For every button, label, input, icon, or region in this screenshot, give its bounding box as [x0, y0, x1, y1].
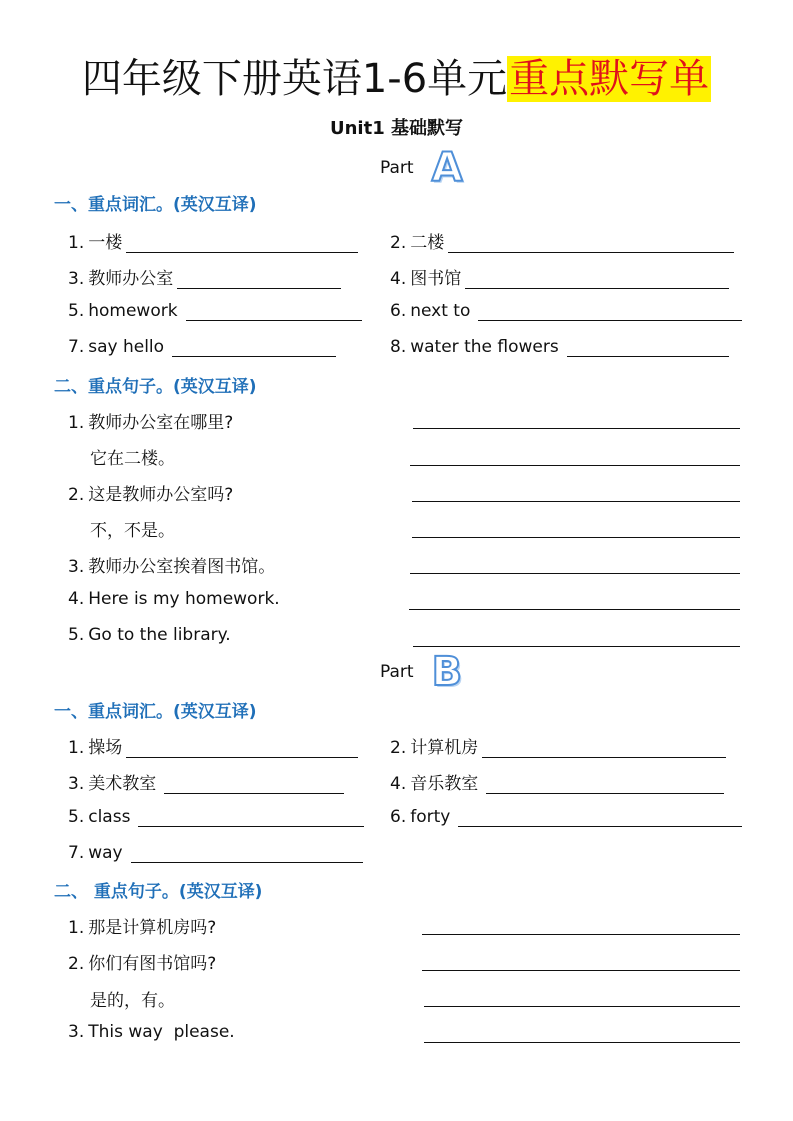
part-a-sentence-heading: 二、重点句子。(英汉互译)	[54, 377, 257, 397]
sentence-item: 2. 这是教师办公室吗?	[68, 485, 234, 505]
sentence-item: 不，不是。	[90, 521, 175, 541]
answer-line[interactable]	[422, 934, 740, 935]
answer-blank[interactable]	[138, 806, 364, 827]
vocab-item: 4. 音乐教室	[390, 769, 724, 794]
part-label: Part	[380, 158, 414, 178]
subtitle: Unit1 基础默写	[330, 118, 463, 139]
answer-line[interactable]	[412, 501, 740, 502]
sentence-item: 2. 你们有图书馆吗?	[68, 954, 217, 974]
part-b-vocab-heading: 一、重点词汇。(英汉互译)	[54, 702, 257, 722]
part-b-sentence-heading: 二、 重点句子。(英汉互译)	[54, 882, 263, 902]
answer-line[interactable]	[409, 609, 740, 610]
title-highlight: 重点默写单	[509, 56, 710, 102]
answer-blank[interactable]	[164, 773, 344, 794]
vocab-item: 1. 操场	[68, 733, 358, 758]
answer-blank[interactable]	[131, 842, 363, 863]
answer-blank[interactable]	[567, 336, 729, 357]
part-a-vocab-heading: 一、重点词汇。(英汉互译)	[54, 195, 257, 215]
answer-blank[interactable]	[177, 268, 341, 289]
answer-blank[interactable]	[186, 300, 362, 321]
answer-blank[interactable]	[448, 232, 734, 253]
vocab-item: 5. homework	[68, 300, 362, 321]
answer-line[interactable]	[413, 428, 740, 429]
vocab-item: 5. class	[68, 806, 364, 827]
answer-line[interactable]	[412, 537, 740, 538]
page-title	[0, 48, 793, 110]
answer-blank[interactable]	[126, 232, 358, 253]
answer-line[interactable]	[424, 1006, 740, 1007]
vocab-item: 8. water the flowers	[390, 336, 729, 357]
vocab-item: 2. 二楼	[390, 228, 734, 253]
answer-blank[interactable]	[482, 737, 726, 758]
vocab-item: 3. 教师办公室	[68, 264, 341, 289]
vocab-item: 7. way	[68, 842, 363, 863]
vocab-item: 3. 美术教室	[68, 769, 344, 794]
answer-line[interactable]	[410, 465, 740, 466]
part-letter-b: B	[431, 649, 463, 695]
sentence-item: 1. 教师办公室在哪里?	[68, 413, 234, 433]
part-label: Part	[380, 662, 414, 682]
sentence-item: 是的，有。	[90, 991, 175, 1011]
sentence-item: 5. Go to the library.	[68, 625, 231, 645]
vocab-item: 4. 图书馆	[390, 264, 729, 289]
vocab-item: 2. 计算机房	[390, 733, 726, 758]
answer-blank[interactable]	[465, 268, 729, 289]
title-main: 四年级下册英语1-6单元	[81, 56, 508, 102]
answer-line[interactable]	[413, 646, 740, 647]
vocab-item: 1. 一楼	[68, 228, 358, 253]
part-letter-a: A	[431, 145, 463, 191]
answer-blank[interactable]	[172, 336, 336, 357]
answer-line[interactable]	[422, 970, 740, 971]
answer-blank[interactable]	[126, 737, 358, 758]
vocab-item: 6. forty	[390, 806, 742, 827]
answer-line[interactable]	[424, 1042, 740, 1043]
sentence-item: 1. 那是计算机房吗?	[68, 918, 217, 938]
part-a-header	[380, 146, 463, 190]
sentence-item: 4. Here is my homework.	[68, 589, 280, 609]
answer-blank[interactable]	[478, 300, 742, 321]
part-b-header	[380, 650, 462, 694]
vocab-item: 7. say hello	[68, 336, 336, 357]
answer-blank[interactable]	[486, 773, 724, 794]
answer-blank[interactable]	[458, 806, 742, 827]
sentence-item: 3. This way please.	[68, 1022, 235, 1042]
vocab-item: 6. next to	[390, 300, 742, 321]
sentence-item: 3. 教师办公室挨着图书馆。	[68, 557, 276, 577]
sentence-item: 它在二楼。	[90, 449, 175, 469]
answer-line[interactable]	[410, 573, 740, 574]
